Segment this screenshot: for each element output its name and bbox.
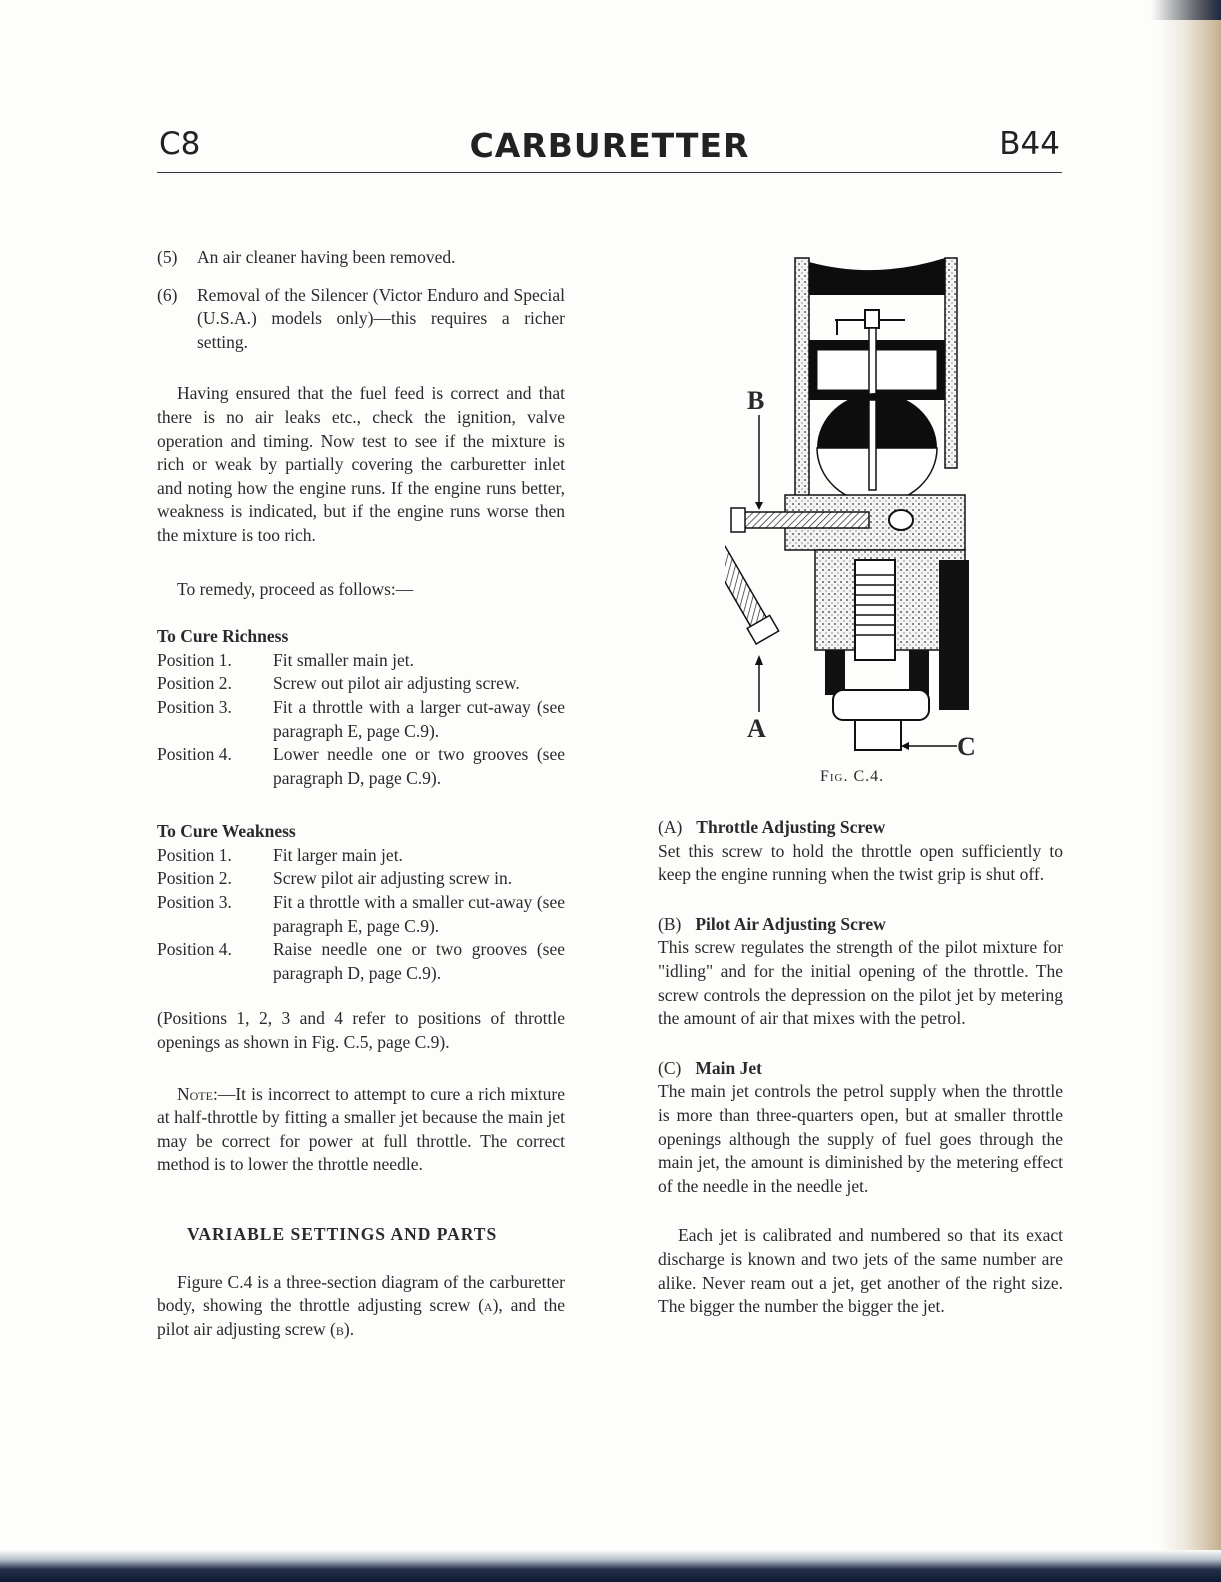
section-a-title: Throttle Adjusting Screw: [696, 817, 886, 837]
richness-heading: To Cure Richness: [157, 626, 289, 647]
note-paragraph: [157, 1083, 565, 1177]
section-a-text: Set this screw to hold the throttle open sufficiently to keep the engine running when the twist grip is shut off.: [658, 840, 1063, 885]
section-c-tag: (C): [658, 1057, 682, 1078]
position-label: Position 2.: [157, 673, 232, 694]
label-c: C: [957, 732, 976, 761]
position-label: Position 3.: [157, 696, 232, 717]
weakness-row: [157, 867, 565, 891]
paragraph-positions: (Positions 1, 2, 3 and 4 refer to positions of throttle openings as shown in Fig. C.5, page C.9).: [157, 1008, 565, 1053]
position-label: Position 1.: [157, 844, 232, 865]
note-text: :—It is incorrect to attempt to cure a rich mixture at half-throttle by fitting a smaller jet because the main jet may be correct for power at full throttle. The correct method is to lower the throttle needle.: [157, 1083, 565, 1175]
section-b-tag: (B): [658, 913, 682, 934]
weakness-row: [157, 844, 565, 868]
paragraph-figure: [157, 1271, 565, 1342]
position-text: Lower needle one or two grooves (see paragraph D, page C.9).: [273, 744, 565, 788]
section-b-title: Pilot Air Adjusting Screw: [695, 913, 886, 934]
position-label: Position 4.: [157, 744, 232, 765]
position-text: Fit a throttle with a larger cut-away (see paragraph E, page C.9).: [273, 696, 565, 741]
section-a-tag: (A): [658, 817, 683, 837]
section-c-heading: [658, 1057, 1063, 1081]
label-a: A: [747, 714, 766, 743]
section-a-heading: [658, 816, 1063, 840]
list-item-text: Removal of the Silencer (Victor Enduro and Special (U.S.A.) models only)—this requires a richer setting.: [197, 284, 565, 352]
figure-ref-b: b: [335, 1318, 344, 1339]
page-header: [157, 122, 1062, 173]
right-column: [658, 816, 1063, 1319]
page-edge-shadow: [1159, 0, 1221, 1582]
position-text: Raise needle one or two grooves (see paragraph D, page C.9).: [273, 939, 565, 983]
weakness-row: [157, 891, 565, 938]
note-label: Note: [177, 1083, 213, 1104]
richness-row: [157, 649, 565, 673]
position-text: Fit larger main jet.: [273, 844, 403, 865]
section-b-text: This screw regulates the strength of the pilot mixture for "idling" and for the initial opening of the throttle. The screw controls the depression on the pilot jet by metering the amount of air that mixes with the petrol.: [658, 937, 1063, 1029]
figure-ref-a: a: [483, 1295, 493, 1316]
list-item: [157, 284, 565, 355]
list-item: [157, 246, 565, 270]
section-b-heading: [658, 913, 1063, 937]
figure-para-text: ).: [343, 1318, 355, 1339]
left-column: [157, 246, 565, 1341]
position-text: Screw out pilot air adjusting screw.: [273, 673, 520, 694]
paragraph-check: Having ensured that the fuel feed is correct and that there is no air leaks etc., check the ignition, valve operation and timing. Now test to see if the mixture is rich or weak by partially covering the carburetter inlet and noting how the engine runs. If the engine runs better, weakness is indicated, but if the engine runs worse then the mixture is too rich.: [157, 383, 565, 545]
page-corner-shadow: [1151, 0, 1221, 20]
section-c-text: The main jet controls the petrol supply when the throttle is more than three-quarters open, but at smaller throttle openings although the supply of fuel goes through the main jet, the amount is diminished by the metering effect of the needle in the needle jet.: [658, 1081, 1063, 1196]
position-label: Position 4.: [157, 939, 232, 960]
position-text: Screw pilot air adjusting screw in.: [273, 868, 513, 889]
figure-para-text: Figure C.4 is a three-section diagram of the carburetter body, showing the throttle adjusting screw (: [157, 1271, 565, 1316]
list-item-number: (6): [157, 284, 178, 305]
position-text: Fit a throttle with a smaller cut-away (see paragraph E, page C.9).: [273, 892, 565, 936]
model-code: B44: [999, 126, 1060, 162]
section-c-title: Main Jet: [695, 1057, 762, 1078]
section-heading: VARIABLE SETTINGS AND PARTS: [187, 1224, 498, 1244]
scan-bottom-edge: [0, 1550, 1221, 1582]
richness-row: [157, 743, 565, 790]
position-text: Fit smaller main jet.: [273, 649, 414, 670]
richness-row: [157, 696, 565, 743]
figure-caption: Fig. C.4.: [820, 768, 885, 785]
position-label: Position 1.: [157, 649, 232, 670]
page-number: C8: [159, 126, 201, 162]
paragraph-each-jet: Each jet is calibrated and numbered so that its exact discharge is known and two jets of the same number are alike. Never ream out a jet, get another of the right size. The bigger the number the bigger the jet.: [658, 1225, 1063, 1317]
list-item-text: An air cleaner having been removed.: [197, 247, 456, 267]
weakness-heading: To Cure Weakness: [157, 821, 296, 842]
position-label: Position 2.: [157, 868, 232, 889]
position-label: Position 3.: [157, 892, 232, 913]
list-item-number: (5): [157, 247, 178, 267]
richness-row: [157, 672, 565, 696]
paragraph-remedy: To remedy, proceed as follows:—: [177, 578, 414, 599]
carburetter-section-drawing: [725, 250, 985, 790]
weakness-row: [157, 938, 565, 985]
carburetter-diagram: [725, 250, 985, 790]
page-title: CARBURETTER: [469, 126, 750, 165]
label-b: B: [747, 386, 765, 415]
figure-para-text: ), and the pilot air adjusting screw (: [157, 1295, 565, 1339]
